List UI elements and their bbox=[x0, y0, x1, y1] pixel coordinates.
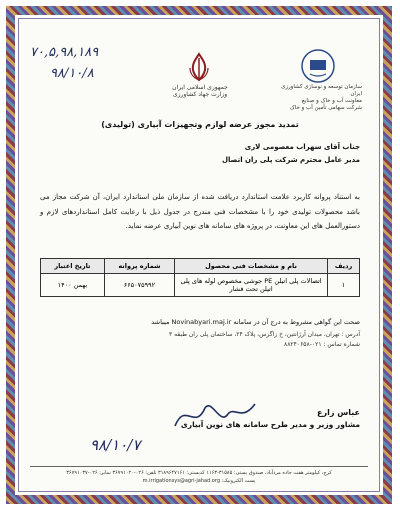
letter-date: ۹۸/۱۰/۸ bbox=[50, 66, 94, 81]
expiry-date: بهمن ۱۴۰۰ bbox=[41, 274, 105, 297]
recipient-name: جناب آقای سهراب معصومی لاری bbox=[244, 143, 360, 151]
agency-caption: سازمان توسعه و نوسازی کشاورزی ایران معاونت آب و خاک و صنایع شرکت سهامی تأمین آب و خاک bbox=[281, 84, 362, 112]
recipient-title: مدیر عامل محترم شرکت پلی ران اتصال bbox=[221, 156, 360, 164]
signer-title: مشاور وزیر و مدیر طرح سامانه های نوین آبیاری bbox=[180, 420, 360, 429]
product-table bbox=[40, 258, 360, 297]
letter-number: ۷۰,۵,۹۸,۱۸۹ bbox=[30, 45, 99, 60]
ministry-caption: جمهوری اسلامی ایران وزارت جهاد کشاورزی bbox=[172, 84, 228, 98]
product-name: اتصالات پلی اتیلن PE جوشی مخصوص لوله های پلی اتیلن تحت فشار bbox=[175, 274, 328, 297]
col-row-number: ردیف bbox=[328, 259, 360, 274]
col-expiry-date: تاریخ اعتبار bbox=[41, 259, 105, 274]
validity-note: صحت این گواهی مشروط به درج آن در سامانه Novinabyari.maj.ir میباشد bbox=[151, 318, 360, 326]
footer-contact: کرج، کیلومتر هفت جاده مردآباد، صندوق پستی: ۳۱۵۸۵-۱۱۶۳ کدپستی: ۳۱۸۹۶۴۷۱۶۱ تلفن: ۰۲۶-۳۶۷۹۱۰۲۰ نمابر: ۰۲۶-۳۶۷۹۱۰۳۷ پست الکترونیک: m.irrigationsys@agri-jahad.org bbox=[66, 470, 332, 484]
agency-logo-icon bbox=[300, 48, 336, 84]
iran-emblem-icon bbox=[182, 50, 216, 84]
subject-line: تمدید مجوز عرضه لوازم وتجهیزات آبیاری (تولیدی) bbox=[101, 120, 299, 129]
footer-divider bbox=[30, 466, 368, 467]
signature-scribble-icon bbox=[170, 396, 260, 436]
license-number: ۶۶۵۰۷۵۹۹۲ bbox=[104, 274, 174, 297]
table-row bbox=[41, 274, 360, 297]
signer-name: عباس زارع bbox=[317, 408, 360, 417]
table-header-row bbox=[41, 259, 360, 274]
signature-date: ۹۸/۱۰/۷ bbox=[90, 436, 141, 454]
col-license-number: شماره پروانه bbox=[104, 259, 174, 274]
row-number: ۱ bbox=[328, 274, 360, 297]
letter-body: به استناد پروانه کاربرد علامت استاندارد دریافت شده از سازمان ملی استاندارد ایران، آن شرکت مجاز می باشد محصولات تولیدی خود را با مشخصات فنی مندرج در جدول ذیل با رعایت کامل استانداردهای لازم و دستورالعمل های این معاونت، در پروژه های سامانه های نوین آبیاری عرضه نماید. bbox=[40, 193, 360, 230]
col-product: نام و مشخصات فنی محصول bbox=[175, 259, 328, 274]
company-address: آدرس : تهران، میدان آرژانتین، خ زاگرس، پلاک ۲۴، ساختمان پلی ران طبقه ۳ شماره تماس : ۰۲۱-۸۸۲۴۰۶۵۸ bbox=[169, 331, 360, 348]
